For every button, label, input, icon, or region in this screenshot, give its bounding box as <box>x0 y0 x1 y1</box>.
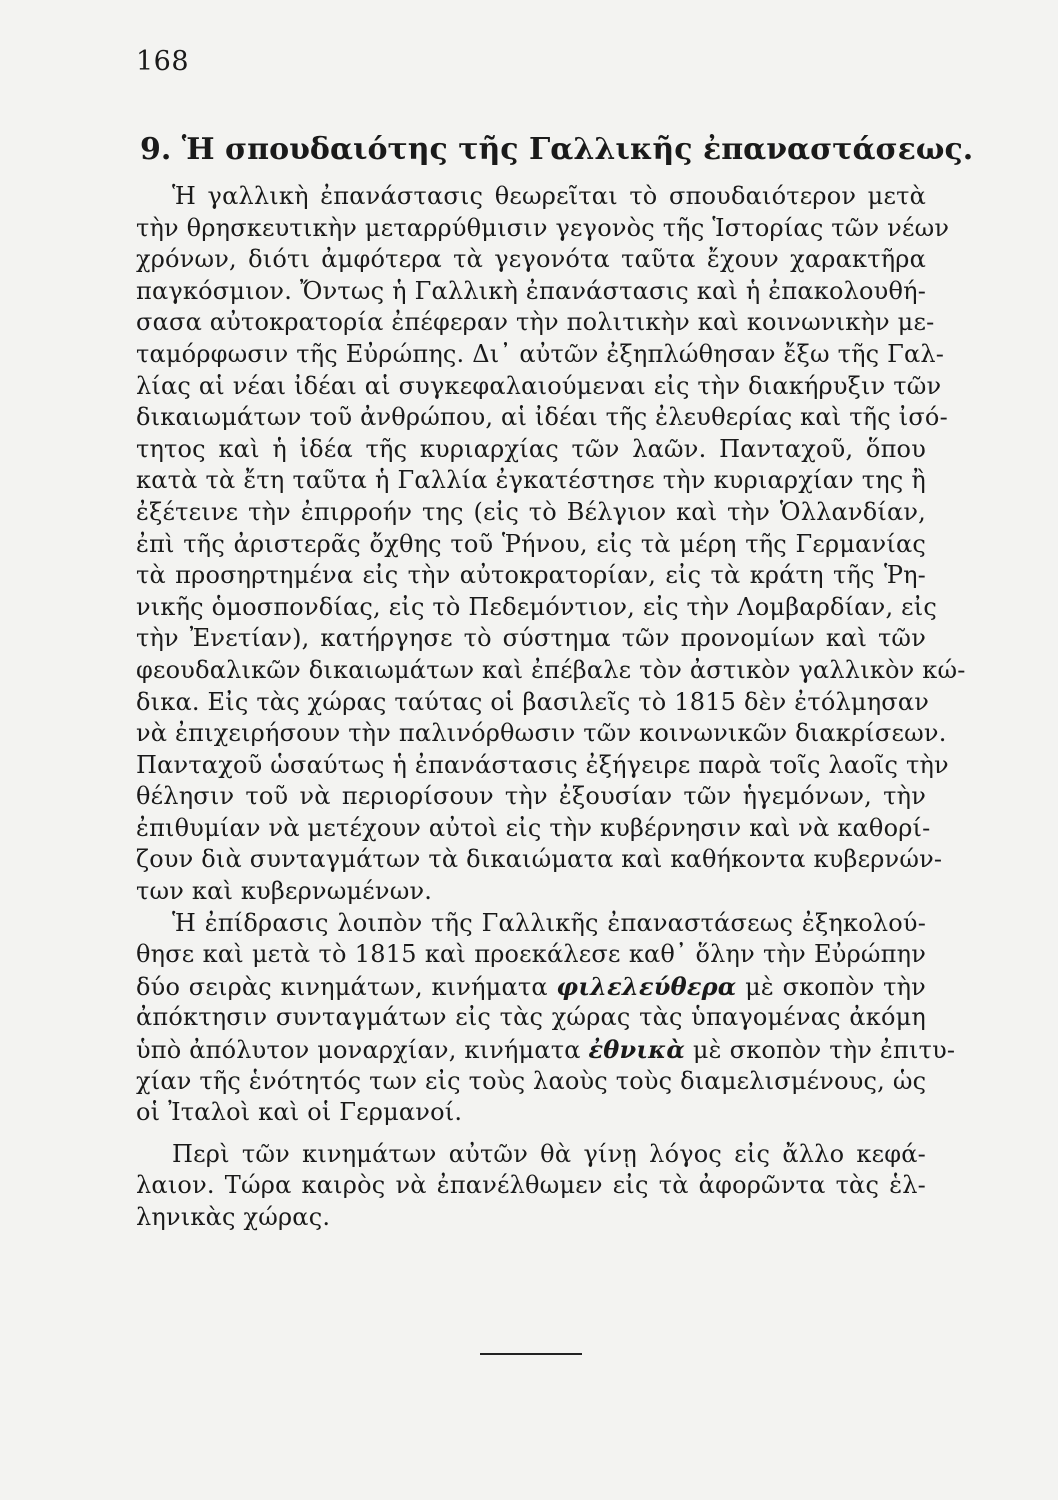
text-line: κατὰ τὰ ἔτη ταῦτα ἡ Γαλλία ἐγκατέστησε τὴν κυριαρχίαν της ἢ <box>136 466 926 495</box>
text-line: νὰ ἐπιχειρήσουν τὴν παλινόρθωσιν τῶν κοινωνικῶν διακρίσεων. <box>136 719 947 748</box>
text-line: ἐπὶ τῆς ἀριστερᾶς ὄχθης τοῦ Ῥήνου, εἰς τὰ μέρη τῆς Γερμανίας <box>136 529 926 558</box>
text-line: χίαν τῆς ἑνότητός των εἰς τοὺς λαοὺς τοὺς διαμελισμένους, ὡς <box>136 1066 927 1095</box>
text-line: ἐξέτεινε τὴν ἐπιρροήν της (εἰς τὸ Βέλγιον καὶ τὴν Ὁλλανδίαν, <box>136 497 926 526</box>
text-segment: δύο σειρὰς κινημάτων, κινήματα <box>136 972 548 1001</box>
text-line: τητος καὶ ἡ ἰδέα τῆς κυριαρχίας τῶν λαῶν. Πανταχοῦ, ὅπου <box>136 434 926 463</box>
text-line: θησε καὶ μετὰ τὸ 1815 καὶ προεκάλεσε καθ᾽ ὅλην τὴν Εὐρώπην <box>136 940 926 969</box>
paragraph-1 <box>136 181 966 908</box>
text-line: χρόνων, διότι ἀμφότερα τὰ γεγονότα ταῦτα ἔχουν χαρακτῆρα <box>136 245 926 274</box>
emphasized-term: φιλελεύθερα <box>556 971 737 1001</box>
paragraph-gap <box>136 1129 926 1139</box>
text-line: ληνικὰς χώρας. <box>136 1203 331 1231</box>
closing-rule <box>480 1353 582 1355</box>
text-line: Ἡ γαλλικὴ ἐπανάστασις θεωρεῖται τὸ σπουδαιότερον μετὰ <box>172 182 926 210</box>
text-line-with-emphasis <box>136 971 926 1003</box>
text-line-with-emphasis <box>136 1034 956 1066</box>
text-line: ἐπιθυμίαν νὰ μετέχουν αὐτοὶ εἰς τὴν κυβέρνησιν καὶ νὰ καθορί- <box>136 813 931 842</box>
paragraph-2 <box>136 908 956 1129</box>
paragraph-3 <box>136 1139 926 1234</box>
text-line: νικῆς ὁμοσπονδίας, εἰς τὸ Πεδεμόντιον, εἰς τὴν Λομβαρδίαν, εἰς <box>136 592 938 621</box>
text-line: λίας αἱ νέαι ἰδέαι αἱ συγκεφαλαιούμεναι εἰς τὴν διακήρυξιν τῶν <box>136 371 942 400</box>
text-line: τὴν Ἐνετίαν), κατήργησε τὸ σύστημα τῶν προνομίων καὶ τῶν <box>136 624 926 653</box>
text-line: τὴν θρησκευτικὴν μεταρρύθμισιν γεγονὸς τῆς Ἱστορίας τῶν νέων <box>136 213 950 242</box>
text-line: δικα. Εἰς τὰς χώρας ταύτας οἱ βασιλεῖς τὸ 1815 δὲν ἐτόλμησαν <box>136 687 930 716</box>
text-line: φεουδαλικῶν δικαιωμάτων καὶ ἐπέβαλε τὸν ἀστικὸν γαλλικὸν κώ- <box>136 655 966 684</box>
section-heading: 9. Ἡ σπουδαιότης τῆς Γαλλικῆς ἐπαναστάσεως. <box>140 132 974 167</box>
text-segment: ὑπὸ ἀπόλυτον μοναρχίαν, κινήματα <box>136 1036 581 1065</box>
text-line: παγκόσμιον. Ὄντως ἡ Γαλλικὴ ἐπανάστασις καὶ ἡ ἐπακολουθή- <box>136 276 926 305</box>
body-text <box>136 181 966 1234</box>
text-line: Περὶ τῶν κινημάτων αὐτῶν θὰ γίνῃ λόγος εἰς ἄλλο κεφά- <box>172 1139 926 1168</box>
text-line: λαιον. Τώρα καιρὸς νὰ ἐπανέλθωμεν εἰς τὰ ἀφορῶντα τὰς ἑλ- <box>136 1171 926 1200</box>
text-line: Πανταχοῦ ὡσαύτως ἡ ἐπανάστασις ἐξήγειρε παρὰ τοῖς λαοῖς τὴν <box>136 750 949 779</box>
text-segment: μὲ σκοπὸν τὴν <box>745 972 926 1001</box>
text-line: τὰ προσηρτημένα εἰς τὴν αὐτοκρατορίαν, εἰς τὰ κράτη τῆς Ῥη- <box>136 561 926 590</box>
text-line: ταμόρφωσιν τῆς Εὐρώπης. Δι᾽ αὐτῶν ἐξηπλώθησαν ἔξω τῆς Γαλ- <box>136 339 945 368</box>
text-line: ἀπόκτησιν συνταγμάτων εἰς τὰς χώρας τὰς ὑπαγομένας ἀκόμη <box>136 1003 926 1032</box>
text-line: οἱ Ἰταλοὶ καὶ οἱ Γερμανοί. <box>136 1098 463 1127</box>
text-line: σασα αὐτοκρατορία ἐπέφεραν τὴν πολιτικὴν καὶ κοινωνικὴν με- <box>136 308 935 337</box>
emphasized-term: ἐθνικὰ <box>588 1035 686 1065</box>
text-line: ζουν διὰ συνταγμάτων τὰ δικαιώματα καὶ καθήκοντα κυβερνών- <box>136 845 943 874</box>
text-line: δικαιωμάτων τοῦ ἀνθρώπου, αἱ ἰδέαι τῆς ἐλευθερίας καὶ τῆς ἰσό- <box>136 403 948 432</box>
text-line: θέλησιν τοῦ νὰ περιορίσουν τὴν ἐξουσίαν τῶν ἡγεμόνων, τὴν <box>136 782 926 811</box>
page-number: 168 <box>136 46 190 77</box>
text-segment: μὲ σκοπὸν τὴν ἐπιτυ- <box>692 1036 956 1065</box>
text-line: των καὶ κυβερνωμένων. <box>136 877 433 906</box>
text-line: Ἡ ἐπίδρασις λοιπὸν τῆς Γαλλικῆς ἐπαναστάσεως ἐξηκολού- <box>172 908 926 937</box>
